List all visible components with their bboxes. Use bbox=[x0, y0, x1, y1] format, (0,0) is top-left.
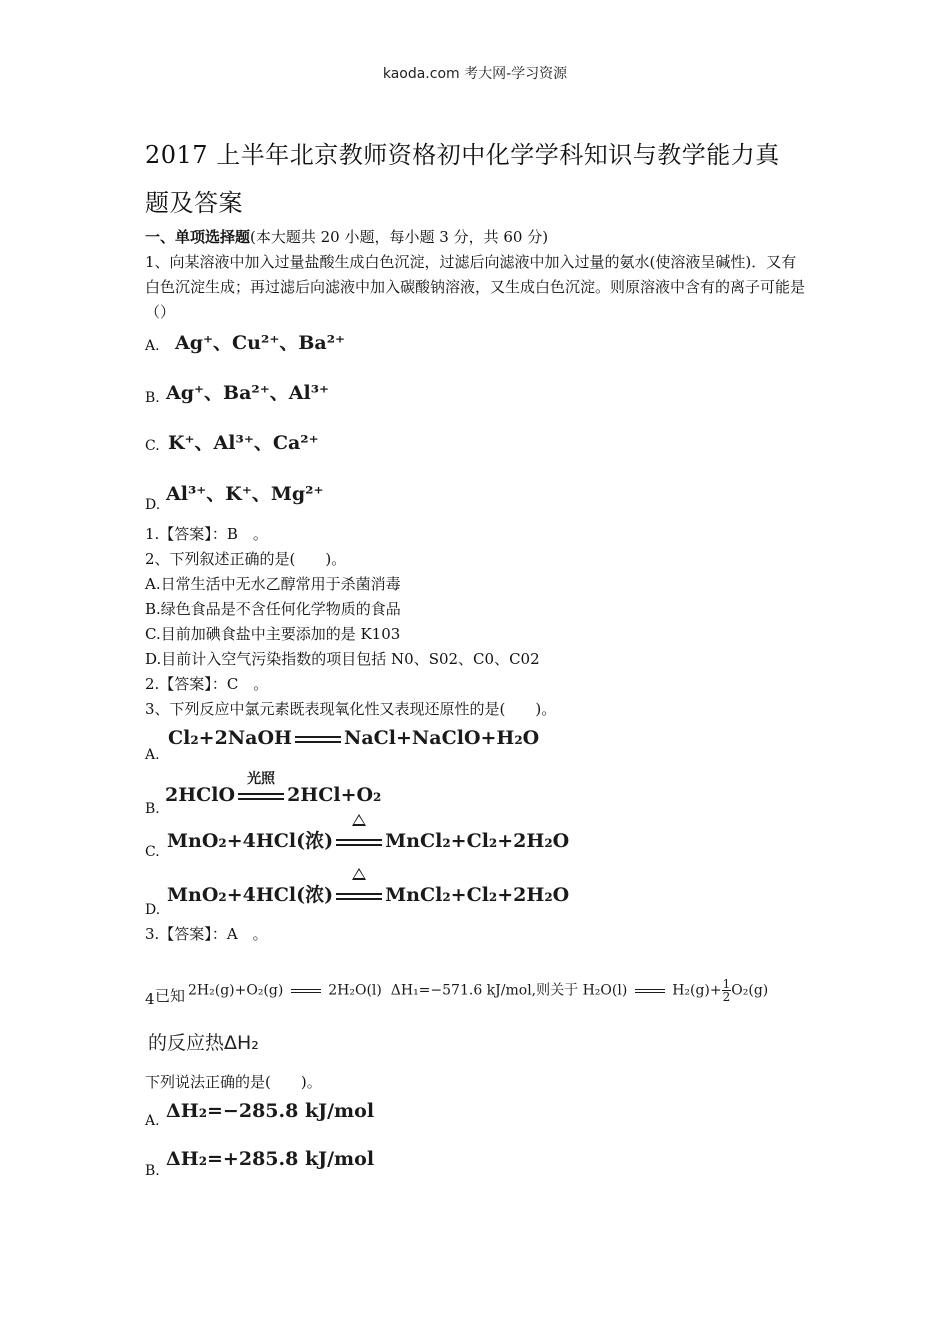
page-header: kaoda.com 考大网-学习资源 bbox=[382, 66, 568, 82]
q4-option-a-value: ΔH₂=−285.8 kJ/mol bbox=[166, 1100, 375, 1122]
section-heading-bold: 一、单项选择题 bbox=[145, 228, 251, 246]
equals-sign-icon bbox=[292, 727, 344, 749]
q3-a-reactants: Cl₂+2NaOH bbox=[168, 727, 292, 749]
q3-stem: 3、下列反应中氯元素既表现氧化性又表现还原性的是( )。 bbox=[145, 700, 557, 718]
q1-answer-label: 1.【答案】 bbox=[145, 525, 212, 543]
q1-answer bbox=[145, 522, 268, 547]
q4-eq1-reactants: 2H₂(g)+O₂(g) bbox=[188, 982, 284, 999]
q3-b-products: 2HCl+O₂ bbox=[287, 784, 382, 806]
q4-option-b-label: B. bbox=[145, 1163, 160, 1179]
q3-d-reactants: MnO₂+4HCl(浓) bbox=[167, 884, 334, 906]
q3-option-c-equation bbox=[167, 826, 569, 853]
q1-option-c-formula: K⁺、Al³⁺、Ca²⁺ bbox=[168, 432, 319, 454]
q3-b-condition: 光照 bbox=[247, 771, 276, 787]
q4-lead: 已知 bbox=[155, 987, 186, 1005]
q1-option-c-label: C. bbox=[145, 438, 160, 454]
q1-stem: 1、向某溶液中加入过量盐酸生成白色沉淀，过滤后向滤液中加入过量的氨水(使溶液呈碱性)．又有白色沉淀生成；再过滤后向滤液中加入碳酸钠溶液，又生成白色沉淀。则原溶液中含有的离子可能是（） bbox=[145, 253, 806, 321]
q2-option-c: C.目前加碘食盐中主要添加的是 K103 bbox=[145, 625, 401, 643]
q2-option-a: A.日常生活中无水乙醇常用于杀菌消毒 bbox=[145, 575, 401, 593]
q3-c-reactants: MnO₂+4HCl(浓) bbox=[167, 830, 334, 852]
section-heading-detail: (本大题共 20 小题，每小题 3 分，共 60 分) bbox=[250, 228, 549, 246]
section-heading bbox=[145, 225, 548, 250]
equals-sign-heat-icon bbox=[333, 884, 385, 906]
q4-option-b-value: ΔH₂=+285.8 kJ/mol bbox=[166, 1148, 375, 1170]
heat-triangle-icon bbox=[352, 814, 366, 826]
q1-option-b-formula: Ag⁺、Ba²⁺、Al³⁺ bbox=[166, 382, 330, 404]
q4-number: 4 bbox=[145, 990, 155, 1008]
q2-option-b: B.绿色食品是不含任何化学物质的食品 bbox=[145, 600, 401, 618]
q1-option-d-label: D. bbox=[145, 497, 161, 513]
q1-option-a-label: A. bbox=[145, 338, 160, 354]
q4-about: ,则关于 bbox=[531, 982, 579, 999]
q4-given-equation bbox=[188, 978, 768, 1003]
q1-option-a-formula: Ag⁺、Cu²⁺、Ba²⁺ bbox=[175, 332, 346, 354]
q3-answer-value: ：A 。 bbox=[211, 925, 268, 943]
q3-c-products: MnCl₂+Cl₂+2H₂O bbox=[385, 830, 570, 852]
q4-option-a-label: A. bbox=[145, 1113, 160, 1129]
q2-stem: 2、下列叙述正确的是( )。 bbox=[145, 550, 347, 568]
one-half-fraction: $\frac{1}{2}$ bbox=[722, 977, 731, 1004]
q4-delta-h1: ΔH₁=−571.6 kJ/mol bbox=[390, 982, 532, 999]
q1-option-b-label: B. bbox=[145, 390, 160, 406]
q4-eq2-oxygen: O₂(g) bbox=[731, 982, 769, 999]
q4-eq1-products: 2H₂O(l) bbox=[328, 982, 382, 999]
q3-option-b-label: B. bbox=[145, 801, 160, 817]
q2-answer bbox=[145, 672, 268, 697]
q4-eq2-products: H₂(g)+ bbox=[672, 982, 722, 999]
q4-reaction-heat: 的反应热ΔH₂ bbox=[148, 1032, 259, 1054]
equals-sign-icon bbox=[288, 983, 324, 999]
q1-option-d-formula: Al³⁺、K⁺、Mg²⁺ bbox=[166, 483, 324, 505]
page-title-line-1: 2017 上半年北京教师资格初中化学学科知识与教学能力真 bbox=[145, 141, 780, 169]
q3-option-b-equation bbox=[165, 771, 382, 806]
page-title-line-2: 题及答案 bbox=[145, 189, 243, 217]
q3-b-reactants: 2HClO bbox=[165, 784, 236, 806]
equals-sign-heat-icon bbox=[333, 830, 385, 852]
q3-option-d-label: D. bbox=[145, 902, 161, 918]
q3-a-products: NaCl+NaClO+H₂O bbox=[343, 727, 540, 749]
q2-answer-label: 2.【答案】 bbox=[145, 675, 212, 693]
q3-answer bbox=[145, 922, 268, 947]
q3-answer-label: 3.【答案】 bbox=[145, 925, 212, 943]
q3-d-products: MnCl₂+Cl₂+2H₂O bbox=[385, 884, 570, 906]
equals-sign-icon bbox=[632, 983, 668, 999]
q2-option-d: D.目前计入空气污染指数的项目包括 N0、S02、C0、C02 bbox=[145, 650, 540, 668]
q4-eq2-reactant: H₂O(l) bbox=[582, 982, 628, 999]
q4-stem: 下列说法正确的是( )。 bbox=[145, 1073, 322, 1091]
q3-option-a-label: A. bbox=[145, 747, 160, 763]
heat-triangle-icon bbox=[352, 868, 366, 880]
equals-sign-with-condition-icon bbox=[235, 771, 287, 806]
q1-answer-value: ：B 。 bbox=[211, 525, 268, 543]
q2-answer-value: ：C 。 bbox=[211, 675, 269, 693]
q3-option-a-equation bbox=[168, 727, 539, 749]
q3-option-c-label: C. bbox=[145, 844, 160, 860]
q3-option-d-equation bbox=[167, 880, 569, 907]
